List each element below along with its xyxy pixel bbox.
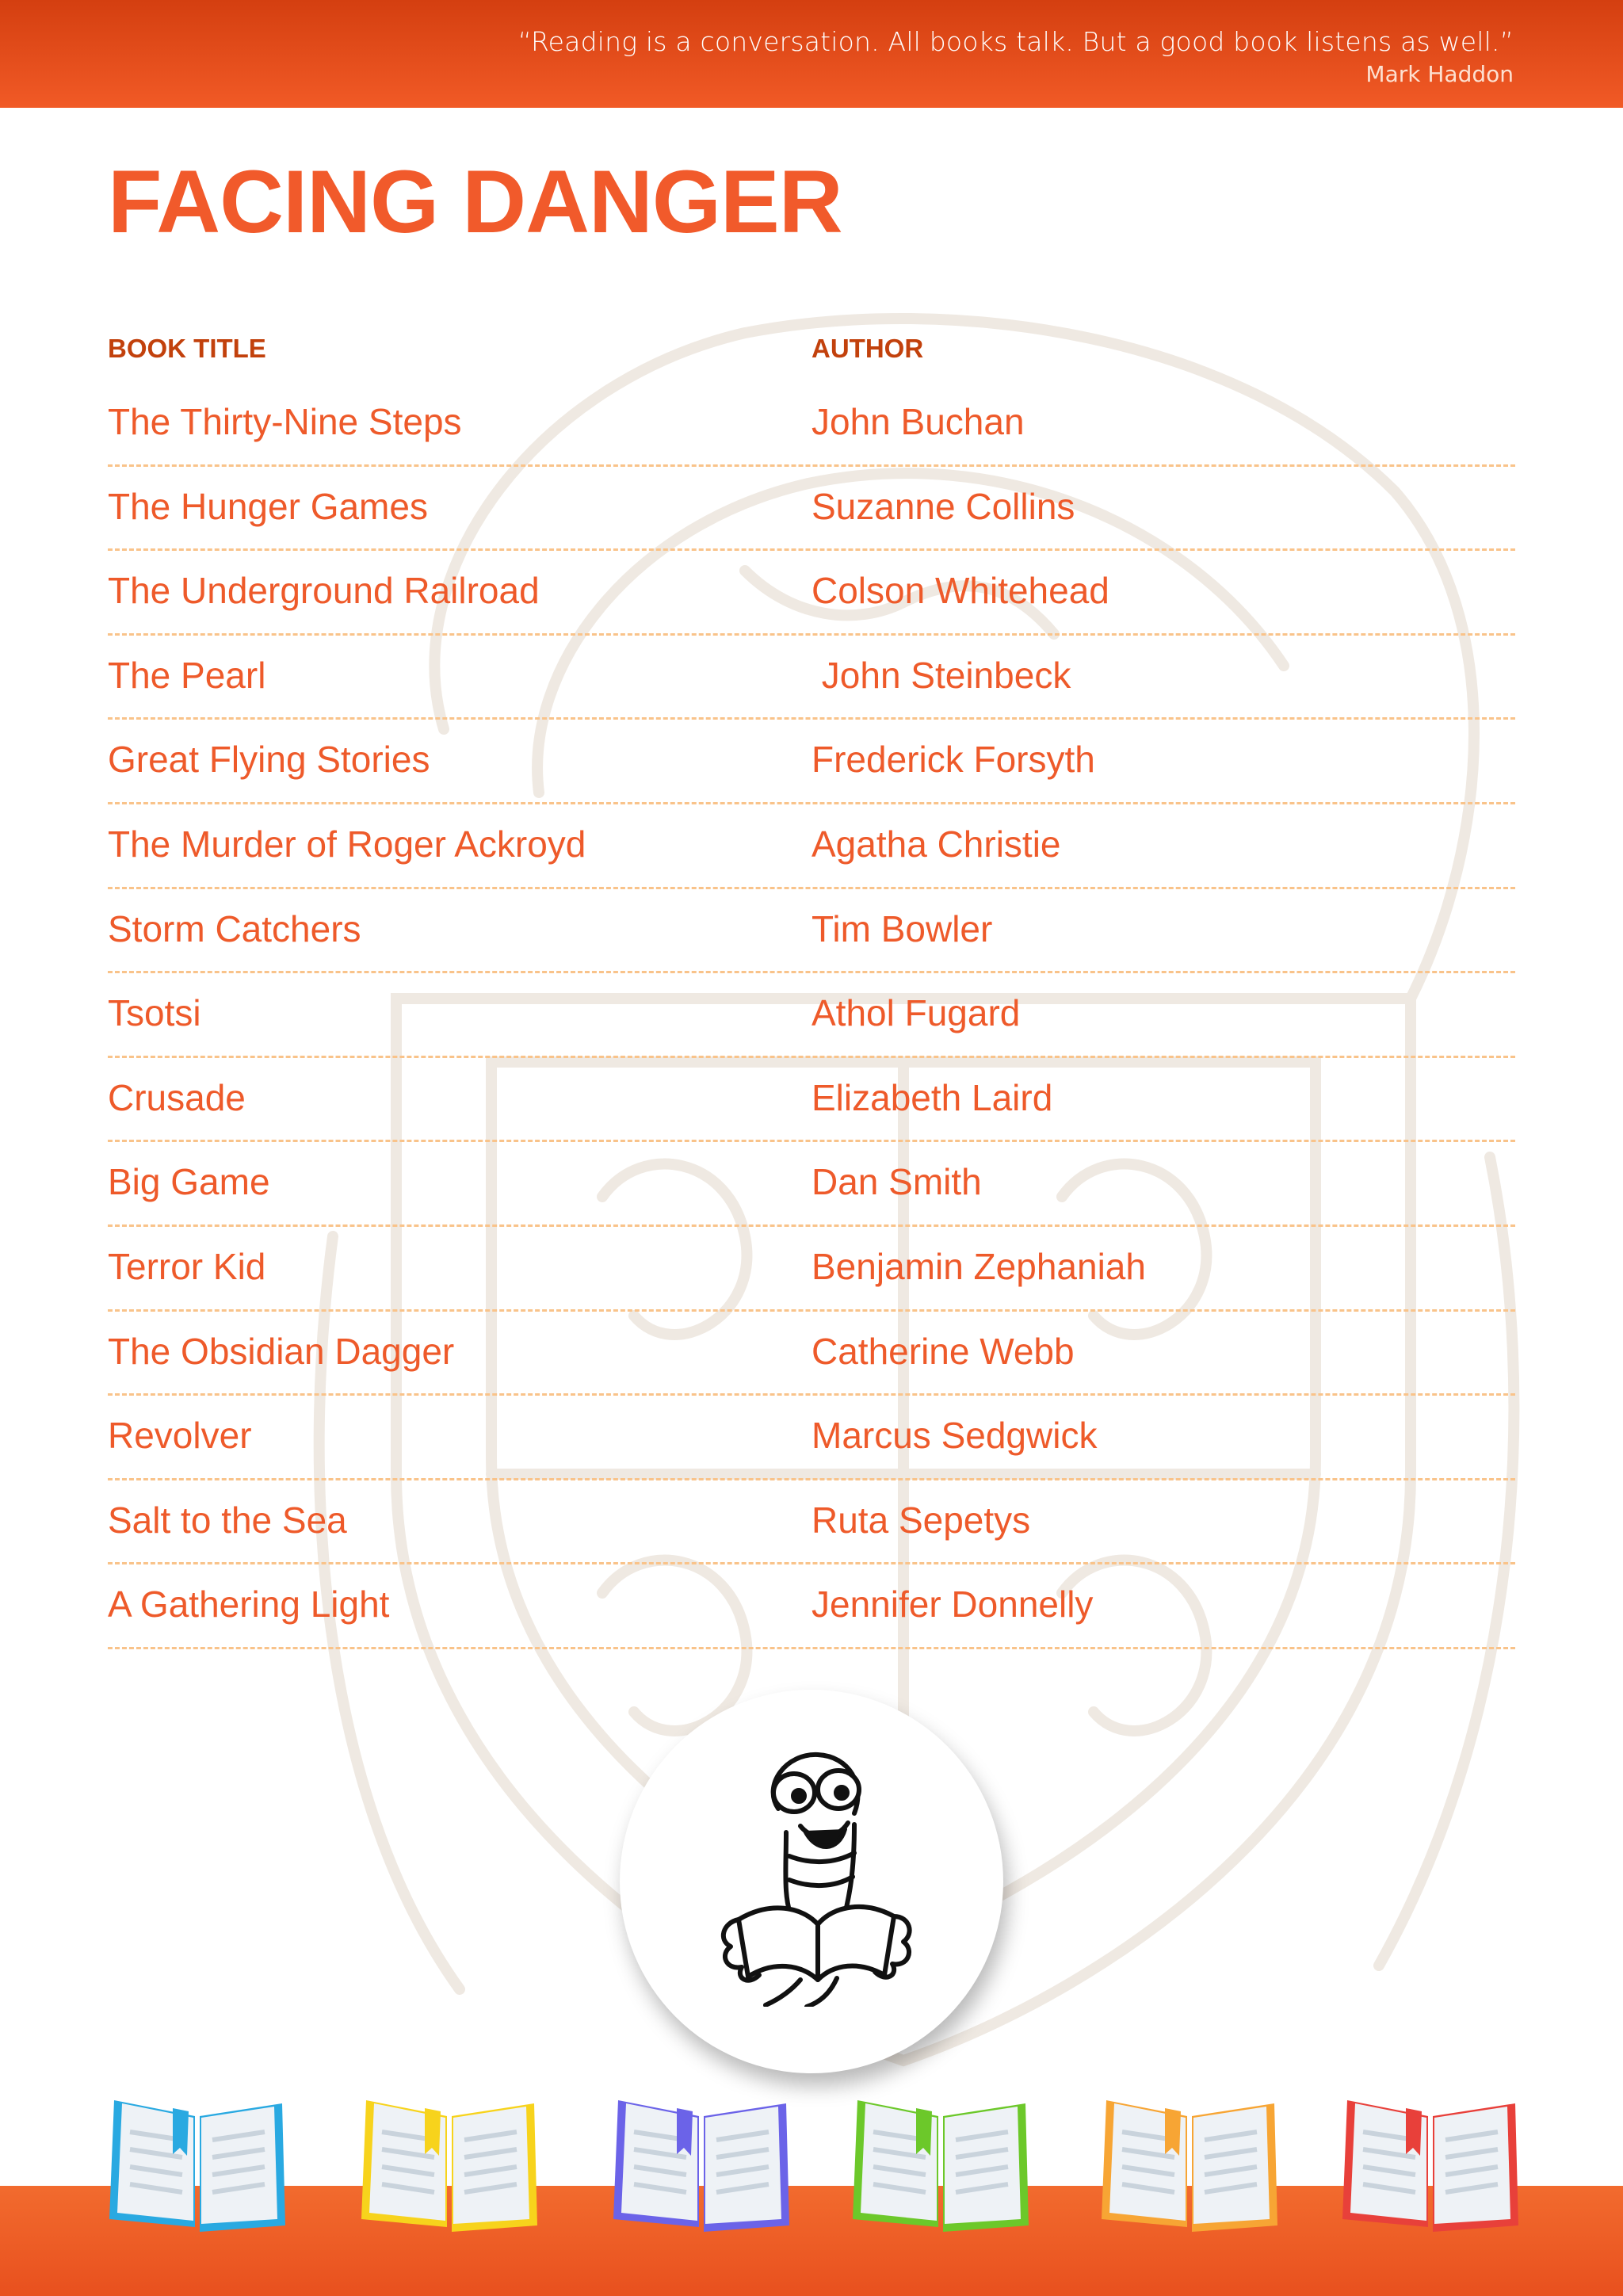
book-title: Revolver — [108, 1415, 252, 1457]
bookworm-reading-icon — [707, 1737, 916, 2007]
book-title: Great Flying Stories — [108, 739, 430, 781]
book-author: Catherine Webb — [812, 1330, 1075, 1372]
open-book-icon — [850, 2092, 1032, 2243]
book-author: Elizabeth Laird — [812, 1076, 1053, 1118]
book-author: Ruta Sepetys — [812, 1499, 1031, 1541]
book-title: Big Game — [108, 1161, 270, 1203]
book-title: The Thirty-Nine Steps — [108, 401, 462, 442]
book-author: Athol Fugard — [812, 992, 1021, 1034]
open-book-icon — [358, 2092, 540, 2243]
quote — [518, 24, 1514, 89]
book-author: Suzanne Collins — [812, 485, 1075, 527]
book-list — [108, 382, 1515, 1649]
book-title: The Hunger Games — [108, 485, 428, 527]
book-author: Dan Smith — [812, 1161, 982, 1203]
book-author: John Buchan — [812, 401, 1025, 442]
table-row — [108, 1480, 1515, 1565]
book-title: Tsotsi — [108, 992, 201, 1034]
book-title: A Gathering Light — [108, 1584, 390, 1626]
quote-text: “Reading is a conversation. All books talk. But a good book listens as well.” — [517, 26, 1514, 57]
book-author: Frederick Forsyth — [812, 739, 1095, 781]
open-book-icon — [1339, 2092, 1522, 2243]
book-author: Agatha Christie — [812, 823, 1061, 865]
table-row — [108, 1564, 1515, 1649]
book-author: John Steinbeck — [812, 654, 1071, 696]
open-book-icon — [610, 2092, 792, 2243]
table-row — [108, 720, 1515, 804]
table-row — [108, 636, 1515, 720]
book-title: Storm Catchers — [108, 907, 361, 949]
book-title: Salt to the Sea — [108, 1499, 347, 1541]
book-title: Terror Kid — [108, 1245, 266, 1287]
column-header-book-title: BOOK TITLE — [108, 334, 266, 363]
quote-author: Mark Haddon — [1365, 61, 1514, 87]
open-book-icon — [106, 2092, 288, 2243]
table-row — [108, 1312, 1515, 1396]
table-row — [108, 1396, 1515, 1480]
book-author: Marcus Sedgwick — [812, 1415, 1098, 1457]
book-title: The Murder of Roger Ackroyd — [108, 823, 586, 865]
book-title: Crusade — [108, 1076, 246, 1118]
column-header-author: AUTHOR — [812, 334, 924, 363]
page-title: FACING DANGER — [108, 152, 842, 251]
table-row — [108, 889, 1515, 974]
book-author: Benjamin Zephaniah — [812, 1245, 1146, 1287]
book-author: Jennifer Donnelly — [812, 1584, 1094, 1626]
book-title: The Pearl — [108, 654, 266, 696]
table-row — [108, 1058, 1515, 1143]
book-author: Colson Whitehead — [812, 570, 1109, 612]
table-row — [108, 1227, 1515, 1312]
table-row — [108, 804, 1515, 889]
book-title: The Obsidian Dagger — [108, 1330, 455, 1372]
mascot-badge — [620, 1690, 1003, 2073]
table-row — [108, 1142, 1515, 1227]
book-author: Tim Bowler — [812, 907, 993, 949]
header-bar — [0, 0, 1623, 108]
book-title: The Underground Railroad — [108, 570, 540, 612]
table-row — [108, 973, 1515, 1058]
table-row — [108, 382, 1515, 467]
open-book-icon — [1098, 2092, 1281, 2243]
table-row — [108, 551, 1515, 636]
table-row — [108, 467, 1515, 552]
